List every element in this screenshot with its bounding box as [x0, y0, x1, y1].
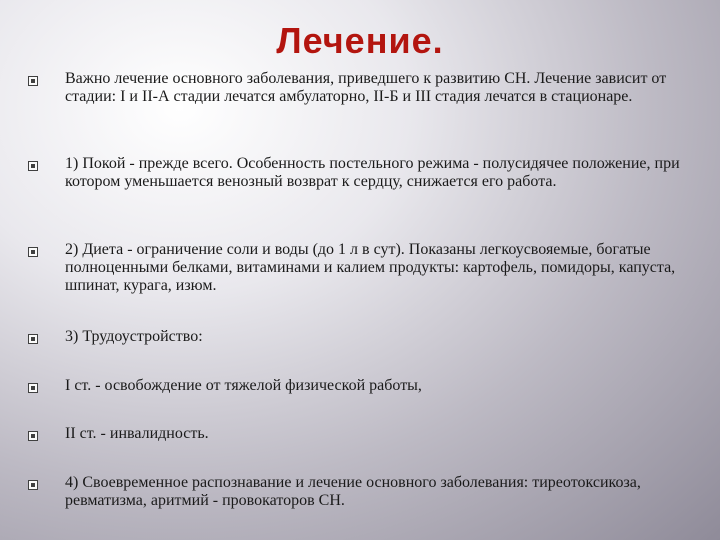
square-bullet-icon: [28, 334, 38, 344]
bullet-text: 2) Диета - ограничение соли и воды (до 1 л в сут). Показаны легкоусвояемые, богатые полноценными белками, витаминами и калием продукты: картофель, помидоры, капуста, шпинат, курага, изюм.: [65, 241, 676, 294]
square-bullet-icon: [28, 247, 38, 257]
square-bullet-icon: [28, 431, 38, 441]
bullet-text: 1) Покой - прежде всего. Особенность постельного режима - полусидячее положение, при котором уменьшается венозный возврат к сердцу, снижается его работа.: [65, 155, 680, 190]
slide-title: Лечение.: [276, 20, 444, 61]
bullet-text: 4) Своевременное распознавание и лечение основного заболевания: тиреотоксикоза, ревматизма, аритмий - провокаторов СН.: [65, 474, 641, 509]
bullet-text: 3) Трудоустройство:: [65, 328, 203, 345]
bullet-text: II ст. - инвалидность.: [65, 425, 209, 442]
square-bullet-icon: [28, 161, 38, 171]
square-bullet-icon: [28, 480, 38, 490]
square-bullet-icon: [28, 383, 38, 393]
square-bullet-icon: [28, 76, 38, 86]
bullet-text: Важно лечение основного заболевания, приведшего к развитию СН. Лечение зависит от стадии: I и II-А стадии лечатся амбулаторно, II-Б и III стадия лечатся в стационаре.: [65, 70, 667, 105]
bullet-text: I ст. - освобождение от тяжелой физической работы,: [65, 377, 422, 394]
